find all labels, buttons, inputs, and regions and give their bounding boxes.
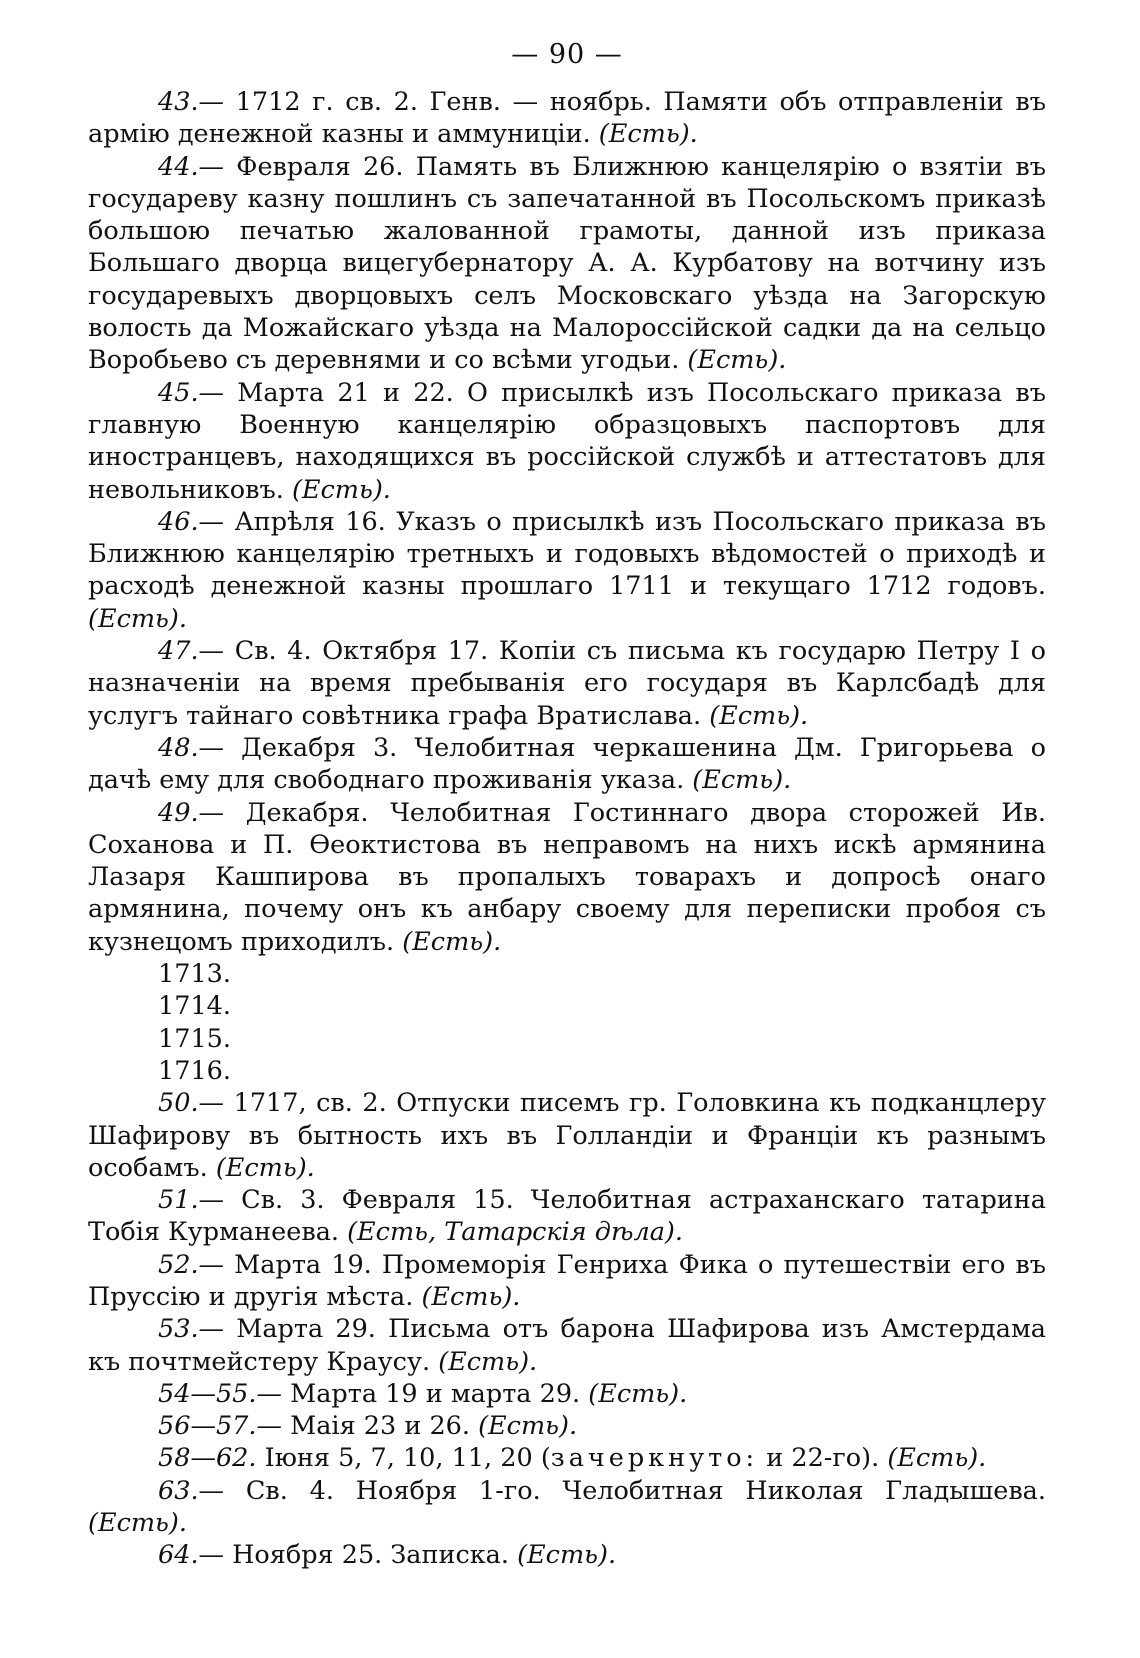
entry-56-57: [88, 1410, 1046, 1442]
entry-text: 1717, св. 2. Отпуски писемъ гр. Головкина къ подканцлеру Шафирову въ бытность ихъ въ Голландіи и Франціи къ разнымъ особамъ.: [88, 1088, 1046, 1183]
entry-status: (Есть).: [215, 1152, 315, 1183]
entry-number: 58—62.: [158, 1443, 257, 1474]
entry-status: (Есть).: [517, 1540, 617, 1571]
entry-text: Св. 3. Февраля 15. Челобитная астраханскаго татарина Тобія Курманеева.: [88, 1185, 1046, 1248]
entry-number: 49.—: [158, 797, 225, 828]
entry-text: Декабря 3. Челобитная черкашенина Дм. Григорьева о дачѣ ему для свободнаго проживанія указа.: [88, 732, 1046, 796]
entry-number: 51.—: [158, 1185, 225, 1216]
entry-status: (Есть).: [88, 603, 187, 634]
entry-text: Марта 19 и марта 29.: [282, 1378, 589, 1409]
entry-text: Декабря. Челобитная Гостиннаго двора сторожей Ив. Соханова и П. Ѳеоктистова въ неправомъ на нихъ искѣ армянина Лазаря Кашпирова въ пропалыхъ товарахъ и допросѣ онаго армянина, почему онъ къ анбару своему для переписки пробоя съ кузнецомъ приходилъ.: [88, 797, 1046, 957]
entry-48: [88, 732, 1046, 797]
entry-status: (Есть).: [709, 700, 809, 731]
year-heading: 1716.: [158, 1055, 232, 1086]
entry-text: Апрѣля 16. Указъ о присылкѣ изъ Посольскаго приказа въ Ближнюю канцелярію третныхъ и годовыхъ вѣдомостей о приходѣ и расходѣ денежной казны прошлаго 1711 и текущаго 1712 годовъ.: [88, 506, 1046, 602]
entry-status: (Есть).: [402, 926, 502, 957]
entry-number: 46.—: [158, 506, 225, 537]
entry-58-62: [88, 1442, 1046, 1474]
entries-list-1717: [88, 1087, 1046, 1571]
entry-status: (Есть, Татарскія дѣла).: [347, 1217, 683, 1248]
entry-52: [88, 1249, 1046, 1314]
year-heading: 1715.: [158, 1023, 232, 1054]
entry-text: Марта 21 и 22. О присылкѣ изъ Посольскаго приказа въ главную Военную канцелярію образцовыхъ паспортовъ для иностранцевъ, находящихся въ россійской службѣ и аттестатовъ для невольниковъ.: [88, 377, 1046, 505]
entry-status: (Есть).: [598, 119, 698, 150]
entry-text: Февраля 26. Память въ Ближнюю канцелярію о взятіи въ государеву казну пошлинъ съ запечатанной въ Посольскомъ приказѣ большою печатью жалованной грамоты, данной изъ приказа Большаго дворца вицегубернатору А. А. Курбатову на вотчину изъ государевыхъ дворцовыхъ селъ Московскаго уѣзда на Загорскую волость да Можайскаго уѣзда на Малороссійской садки да на сельцо Воробьево съ деревнями и со всѣми угодьи.: [88, 151, 1046, 376]
entry-number: 63.—: [158, 1475, 225, 1506]
year-heading: 1714.: [158, 991, 232, 1022]
entry-number: 52.—: [158, 1249, 225, 1280]
entry-45: [88, 377, 1046, 506]
entry-49: [88, 797, 1046, 958]
document-page: [88, 38, 1046, 1638]
entry-text: 1712 г. св. 2. Генв. — ноябрь. Памяти объ отправленіи въ армію денежной казны и аммуниціи.: [88, 87, 1046, 150]
entry-status: (Есть).: [692, 765, 792, 796]
entry-43: [88, 86, 1046, 151]
entry-number: 47.—: [158, 636, 225, 667]
entry-status: (Есть).: [88, 1508, 187, 1539]
entry-number: 43.—: [158, 87, 225, 117]
entry-text: Марта 19. Промеморія Генриха Фика о путешествіи его въ Пруссію и другія мѣста.: [88, 1249, 1046, 1312]
entry-number: 64.—: [158, 1540, 225, 1571]
page-number: — 90 —: [511, 39, 623, 70]
entry-number: 53.—: [158, 1314, 225, 1345]
entry-status: (Есть).: [478, 1411, 578, 1442]
entries-list-1712: [88, 86, 1046, 958]
entry-spaced-text: зачеркнуто:: [550, 1443, 759, 1474]
entry-text: Св. 4. Ноября 1-го. Челобитная Николая Гладышева.: [224, 1475, 1046, 1506]
entry-status: (Есть).: [887, 1443, 987, 1474]
year-list: [88, 958, 1046, 1087]
entry-text: Марта 29. Письма отъ барона Шафирова изъ Амстердама къ почтмейстеру Краусу.: [88, 1314, 1046, 1377]
entry-number: 45.—: [158, 377, 225, 408]
entry-status: (Есть).: [588, 1378, 688, 1409]
entry-text: Іюня 5, 7, 10, 11, 20 (: [256, 1443, 551, 1474]
entry-number: 48.—: [158, 732, 225, 763]
entry-50: [88, 1087, 1046, 1184]
entry-54-55: [88, 1378, 1046, 1410]
entry-number: 50.—: [158, 1088, 225, 1119]
entry-number: 54—55.—: [158, 1378, 283, 1409]
entry-status: (Есть).: [421, 1281, 521, 1312]
entry-text: Ноября 25. Записка.: [224, 1540, 518, 1571]
entry-46: [88, 506, 1046, 635]
entry-number: 44.—: [158, 151, 225, 182]
entry-text: Св. 4. Октября 17. Копіи съ письма къ государю Петру I о назначеніи на время пребыванія его государя въ Карлсбадѣ для услугъ тайнаго совѣтника графа Вратислава.: [88, 636, 1046, 731]
entry-text: и 22-го).: [758, 1443, 888, 1474]
entry-status: (Есть).: [438, 1346, 538, 1377]
entry-44: [88, 151, 1046, 377]
entry-47: [88, 635, 1046, 732]
year-heading: 1713.: [158, 959, 232, 990]
entry-64: [88, 1539, 1046, 1571]
entry-51: [88, 1184, 1046, 1249]
entry-status: (Есть).: [291, 474, 391, 505]
entry-number: 56—57.—: [158, 1411, 283, 1442]
entry-63: [88, 1475, 1046, 1540]
entry-text: Маія 23 и 26.: [282, 1411, 479, 1442]
entry-53: [88, 1313, 1046, 1378]
entry-status: (Есть).: [687, 345, 787, 376]
